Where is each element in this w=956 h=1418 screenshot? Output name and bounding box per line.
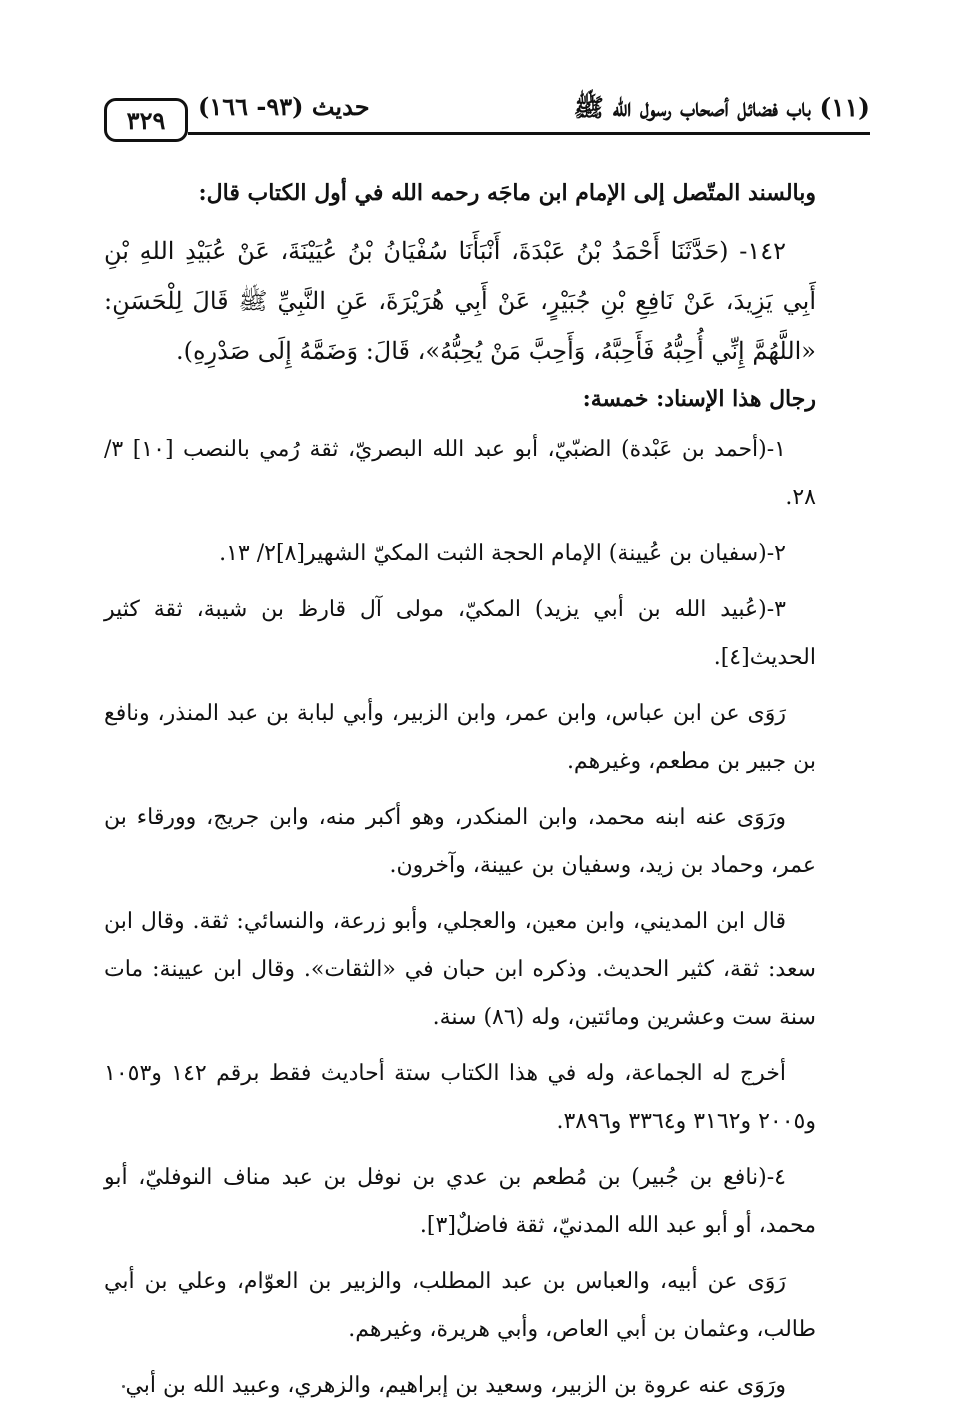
chain-intro: وبالسند المتّصل إلى الإمام ابن ماجَه رحمه الله في أول الكتاب قال: <box>198 180 816 206</box>
paragraph: أخرج له الجماعة، وله في هذا الكتاب ستة أحاديث فقط برقم ١٤٢ و١٠٥٣ و٢٠٠٥ و٣١٦٢ و٣٣٦٤ و٣٨٩٦. <box>104 1061 816 1134</box>
page-body <box>104 170 816 1418</box>
paragraph: ١-(أحمد بن عَبْدة) الضبّيّ، أبو عبد الله البصريّ، ثقة رُمي بالنصب [١٠] ٣/ ٢٨. <box>104 437 816 510</box>
paragraph: رَوَى عن أبيه، والعباس بن عبد المطلب، والزبير بن العوّام، وعلي بن أبي طالب، وعثمان بن أبي العاص، وأبي هريرة، وغيرهم. <box>104 1269 816 1342</box>
paragraph: ورَوَى عنه عروة بن الزبير، وسعيد بن إبراهيم، والزهري، وعبيد الله بن أبي <box>125 1373 786 1398</box>
page-number: ٣٢٩ <box>104 98 188 142</box>
paragraph: ٣-(عُبيد الله بن أبي يزيد) المكيّ، مولى آل قارظ بن شيبة، ثقة كثير الحديث[٤]. <box>104 597 816 670</box>
hadith-range: حديث (٩٣- ١٦٦) <box>198 92 370 121</box>
chapter-title: (١١) باب فضائل أصحاب رسول الله ﷺ <box>573 93 870 122</box>
paragraph: ٤-(نافع بن جُبير) بن مُطعم بن عدي بن نوفل بن عبد مناف النوفليّ، أبو محمد، أو أبو عبد الله المدنيّ، ثقة فاضلٌ[٣]. <box>104 1165 816 1238</box>
scan-speck <box>122 1385 125 1388</box>
paragraph: ورَوَى عنه ابنه محمد، وابن المنكدر، وهو أكبر منه، وابن جريج، وورقاء بن عمر، وحماد بن زيد، وسفيان بن عيينة، وآخرون. <box>104 805 816 878</box>
paragraph: رَوَى عن ابن عباس، وابن عمر، وابن الزبير، وأبي لبابة بن عبد المنذر، ونافع بن جبير بن مطعم، وغيرهم. <box>104 701 816 774</box>
page-header <box>100 92 870 148</box>
hadith-text: ١٤٢- (حَدَّثَنَا أَحْمَدُ بْنُ عَبْدَةَ، أَنْبَأَنَا سُفْيَانُ بْنُ عُيَيْنَةَ، عَنْ عُبَيْدِ اللهِ بْنِ أَبِي يَزِيدَ، عَنْ نَافِعِ بْنِ جُبَيْرٍ، عَنْ أَبِي هُرَيْرَةَ، عَنِ النَّبِيِّ ﷺ قَالَ لِلْحَسَنِ: «اللَّهُمَّ إِنِّي أُحِبُّهُ فَأَحِبَّهُ، وَأَحِبَّ مَنْ يُحِبُّهُ»، قَالَ: وَضَمَّهُ إِلَى صَدْرِهِ). <box>104 237 816 365</box>
narrators-heading: رجال هذا الإسناد: خمسة: <box>582 386 816 412</box>
header-rule <box>188 132 870 135</box>
paragraph: قال ابن المديني، وابن معين، والعجلي، وأبو زرعة، والنسائي: ثقة. وقال ابن سعد: ثقة، كثير الحديث. وذكره ابن حبان في «الثقات». وقال ابن عيينة: مات سنة ست وعشرين ومائتين، وله (٨٦) سنة. <box>104 909 816 1030</box>
paragraph: ٢-(سفيان بن عُيينة) الإمام الحجة الثبت المكيّ الشهير[٨]٢/ ١٣. <box>219 541 786 566</box>
